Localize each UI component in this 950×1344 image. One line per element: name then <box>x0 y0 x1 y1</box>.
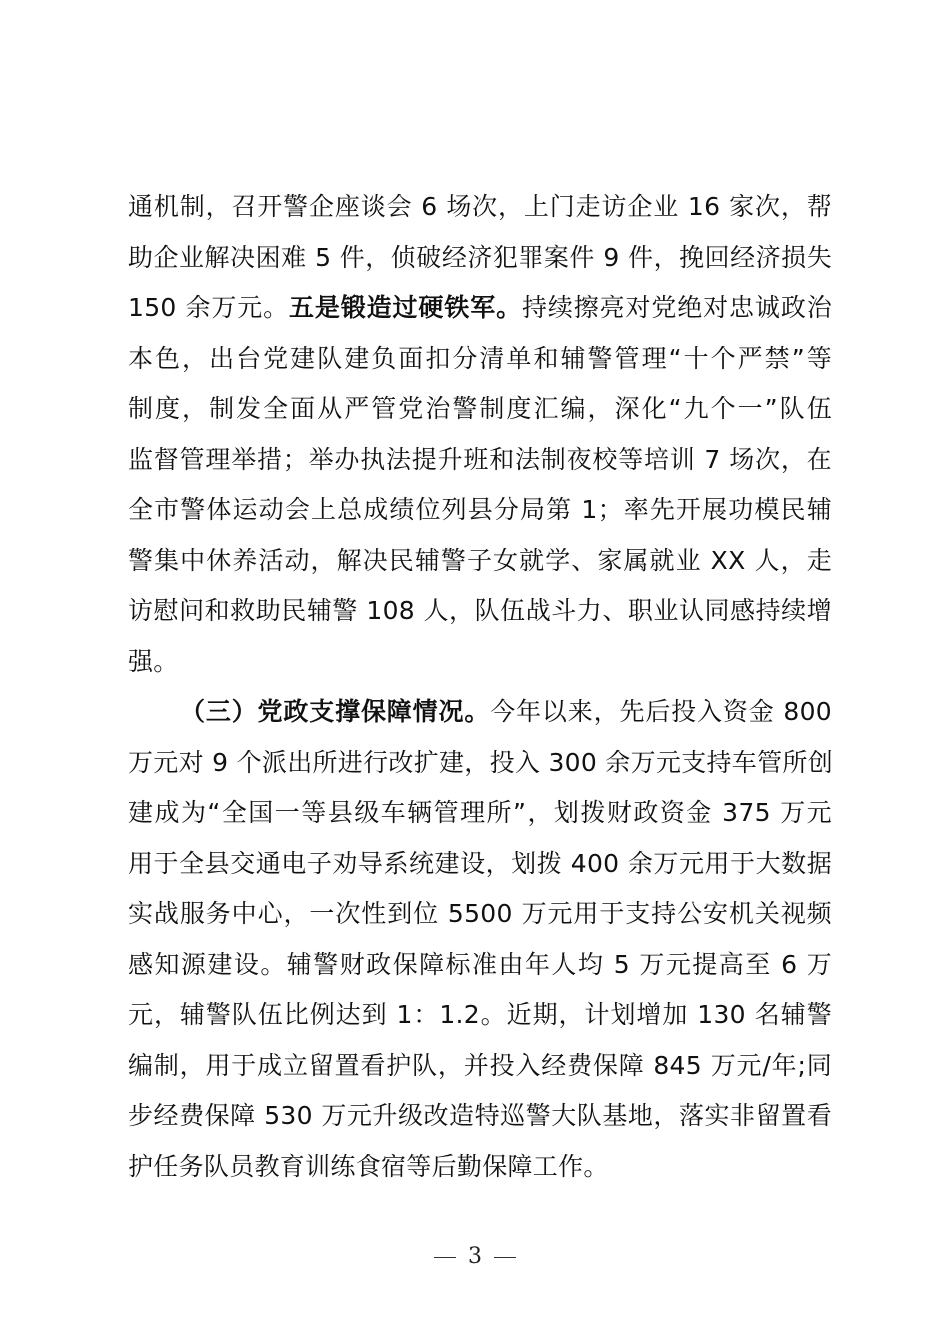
text-line: 本色，出台党建队建负面扣分清单和辅警管理“十个严禁”等 <box>128 343 832 373</box>
text-segment: 持续擦亮对党绝对忠诚政治 <box>521 293 832 322</box>
text-line: 编制，用于成立留置看护队，并投入经费保障 845 万元/年;同 <box>128 1050 832 1080</box>
text-line: 制度，制发全面从严管党治警制度汇编，深化“九个一”队伍 <box>128 394 832 423</box>
text-line: 护任务队员教育训练食宿等后勤保障工作。 <box>128 1151 609 1181</box>
paragraph-team-building <box>128 182 832 687</box>
dash-left <box>434 1257 456 1258</box>
text-line <box>128 283 832 334</box>
text-line: 助企业解决困难 5 件，侦破经济犯罪案件 9 件，挽回经济损失 <box>128 242 832 272</box>
text-line: 访慰问和救助民辅警 108 人，队伍战斗力、职业认同感持续增 <box>128 596 832 625</box>
dash-right <box>494 1257 516 1258</box>
section-heading: （三）党政支撑保障情况。 <box>180 697 491 726</box>
text-segment: 今年以来，先后投入资金 800 <box>490 697 832 726</box>
text-line: 实战服务中心，一次性到位 5500 万元用于支持公安机关视频 <box>128 899 832 928</box>
text-line: 步经费保障 530 万元升级改造特巡警大队基地，落实非留置看 <box>128 1101 832 1130</box>
text-line: 元，辅警队伍比例达到 1：1.2。近期，计划增加 130 名辅警 <box>128 1000 832 1029</box>
text-line: 警集中休养活动，解决民辅警子女就学、家属就业 XX 人，走 <box>128 545 832 575</box>
text-line: 建成为“全国一等县级车辆管理所”，划拨财政资金 375 万元 <box>128 798 832 827</box>
text-line: 感知源建设。辅警财政保障标准由年人均 5 万元提高至 6 万 <box>128 949 832 979</box>
text-segment: 150 余万元。 <box>128 293 289 322</box>
page-footer <box>0 1244 950 1269</box>
text-line: 万元对 9 个派出所进行改扩建，投入 300 余万元支持车管所创 <box>128 747 834 777</box>
bold-subheading: 五是锻造过硬铁军。 <box>289 293 522 322</box>
page-number: 3 <box>468 1244 482 1269</box>
text-line <box>128 687 832 738</box>
document-body <box>128 182 832 1192</box>
text-line: 用于全县交通电子劝导系统建设，划拨 400 余万元用于大数据 <box>128 848 832 878</box>
text-line: 通机制，召开警企座谈会 6 场次，上门走访企业 16 家次，帮 <box>128 192 832 221</box>
text-line: 监督管理举措；举办执法提升班和法制夜校等培训 7 场次，在 <box>128 444 832 474</box>
text-line: 全市警体运动会上总成绩位列县分局第 1；率先开展功模民辅 <box>128 495 832 524</box>
paragraph-support-guarantee <box>128 687 832 1192</box>
text-line: 强。 <box>128 646 179 676</box>
